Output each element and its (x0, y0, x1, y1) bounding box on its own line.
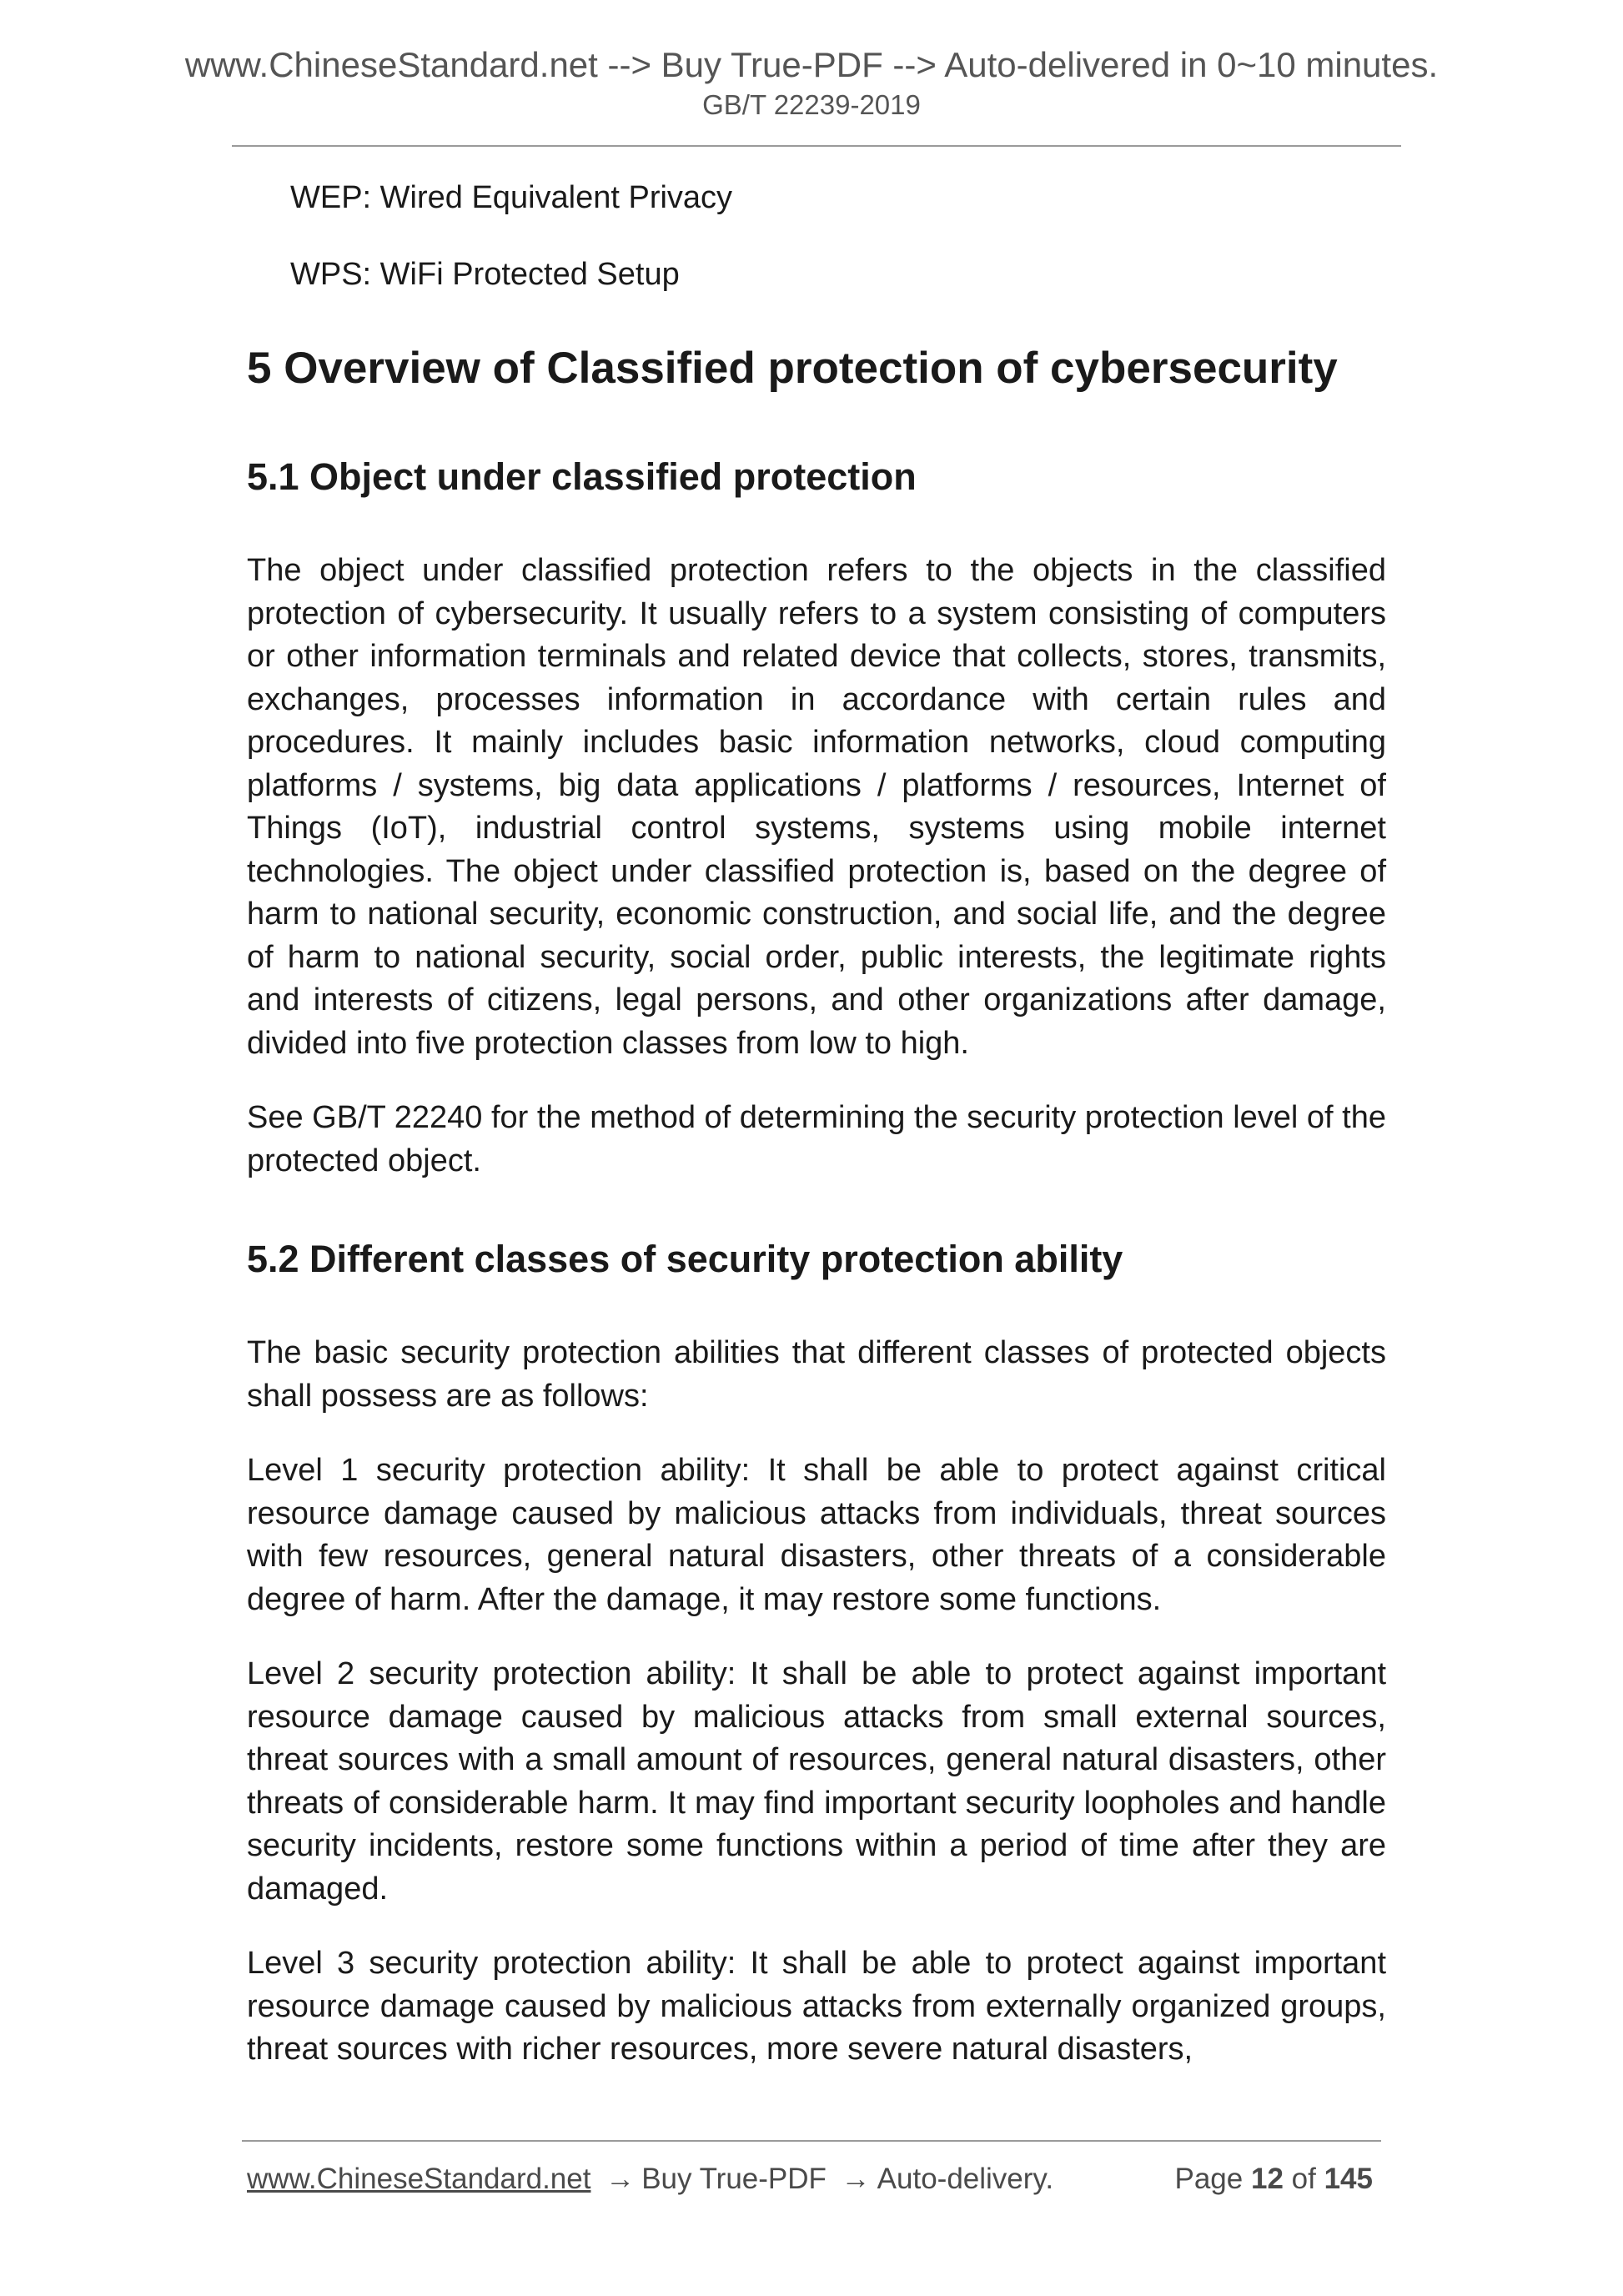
page-of-label: of (1291, 2163, 1316, 2195)
paragraph: The basic security protection abilities that different classes of protected objects shall possess are as follows: (247, 1335, 1386, 1414)
paragraph: Level 1 security protection ability: It shall be able to protect against critical resource damage caused by malicious attacks from individuals, threat sources with few resources, general natural disasters, other threats of a considerable degree of harm. After the damage, it may restore some functions. (247, 1453, 1386, 1617)
paragraph: Level 3 security protection ability: It shall be able to protect against important resource damage caused by malicious attacks from externally organized groups, threat sources with richer resources, more severe natural disasters, (247, 1946, 1386, 2067)
paragraph: The object under classified protection refers to the objects in the classified protection of cybersecurity. It usually refers to a system consisting of computers or other information terminals and related device that collects, stores, transmits, exchanges, processes information in accordance with certain rules and procedures. It mainly includes basic information networks, cloud computing platforms / systems, big data applications / platforms / resources, Internet of Things (IoT), industrial control systems, systems using mobile internet technologies. The object under classified protection is, based on the degree of harm to national security, economic construction, and social life, and the degree of harm to national security, social order, public interests, the legitimate rights and interests of citizens, legal persons, and other organizations after damage, divided into five protection classes from low to high. (247, 553, 1386, 1061)
section-5-heading: 5 Overview of Classified protection of cybersecurity (247, 344, 1338, 393)
arrow-right-icon: → (841, 2163, 871, 2195)
section-5-1-heading: 5.1 Object under classified protection (247, 455, 917, 498)
total-pages: 145 (1324, 2163, 1373, 2195)
paragraph: Level 2 security protection ability: It shall be able to protect against important resource damage caused by malicious attacks from small external sources, threat sources with a small amount of resources, general natural disasters, other threats of considerable harm. It may find important security loopholes and handle security incidents, restore some functions within a period of time after they are damaged. (247, 1656, 1386, 1907)
header-divider (232, 145, 1401, 147)
abbreviation-wep: WEP: Wired Equivalent Privacy (290, 180, 733, 215)
abbreviation-wps: WPS: WiFi Protected Setup (290, 257, 680, 292)
header-banner[interactable]: www.ChineseStandard.net --> Buy True-PDF --> Auto-delivered in 0~10 minutes. (184, 45, 1439, 84)
document-body (247, 177, 1386, 2072)
footer-delivery-text: Auto-delivery. (877, 2163, 1054, 2195)
page-label: Page (1174, 2163, 1244, 2195)
page-header (0, 43, 1623, 122)
footer-site-link[interactable]: www.ChineseStandard.net (247, 2163, 591, 2195)
current-page: 12 (1250, 2163, 1284, 2195)
footer-divider (242, 2140, 1381, 2142)
footer-buy-text: Buy True-PDF (641, 2163, 827, 2195)
paragraph: See GB/T 22240 for the method of determining the security protection level of the protected object. (247, 1100, 1386, 1178)
footer-promo (247, 2160, 1053, 2198)
page-number (1175, 2160, 1374, 2198)
page-footer (247, 2160, 1381, 2198)
standard-code: GB/T 22239-2019 (702, 89, 921, 120)
arrow-right-icon: → (605, 2163, 636, 2195)
section-5-2-heading: 5.2 Different classes of security protection ability (247, 1238, 1123, 1280)
